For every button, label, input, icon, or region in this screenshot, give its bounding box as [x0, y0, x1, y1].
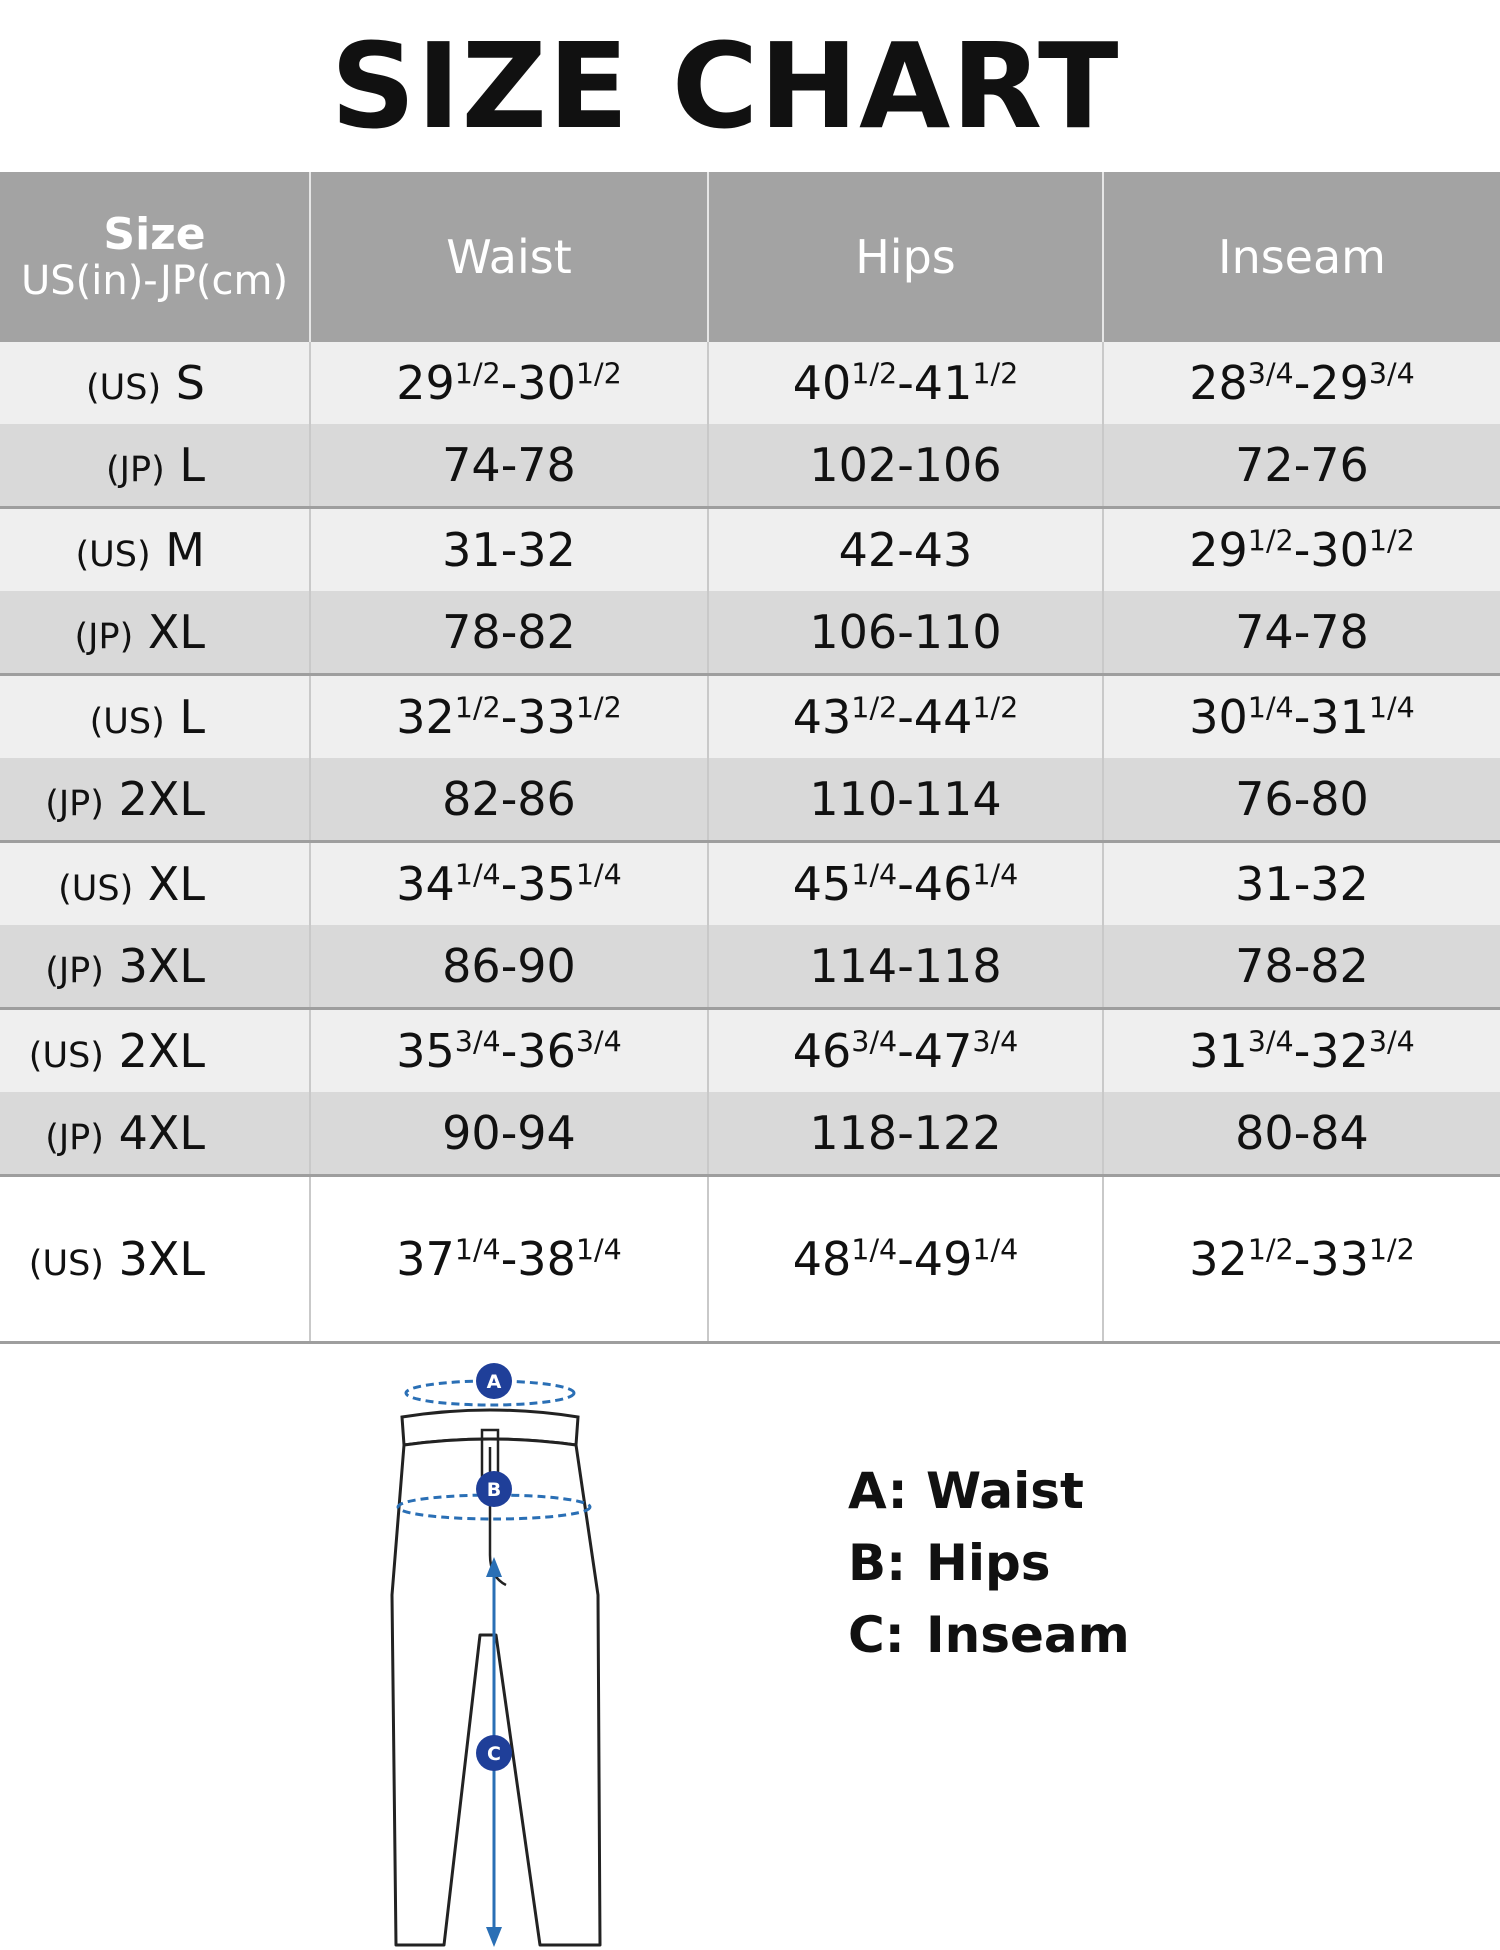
inseam-cell — [1103, 591, 1500, 675]
hips-value: 42-43 — [838, 523, 973, 577]
waist-value: 74-78 — [442, 438, 576, 492]
region-code: (US) — [28, 1036, 104, 1076]
inseam-cell — [1103, 758, 1500, 842]
hips-column-header: Hips — [708, 172, 1103, 342]
waist-cell — [310, 1176, 708, 1343]
legend-key: C: — [848, 1606, 905, 1664]
svg-text:C: C — [487, 1743, 501, 1765]
size-table — [0, 172, 1500, 1344]
size-value: S — [175, 356, 205, 410]
hips-cell — [708, 842, 1103, 926]
legend-label: Inseam — [926, 1606, 1130, 1664]
hips-value: $43^{1/2}-44^{1/2}$ — [792, 690, 1019, 744]
size-label-cell — [0, 675, 310, 759]
region-code: (JP) — [105, 450, 165, 490]
inseam-value: $31^{3/4}-32^{3/4}$ — [1189, 1024, 1415, 1078]
legend-item-waist — [848, 1455, 1130, 1527]
inseam-value: $32^{1/2}-33^{1/2}$ — [1189, 1232, 1415, 1286]
region-code: (US) — [89, 702, 165, 742]
size-value: XL — [147, 605, 205, 659]
hips-value: 102-106 — [809, 438, 1002, 492]
waist-value: 31-32 — [442, 523, 576, 577]
inseam-value: 72-76 — [1235, 438, 1369, 492]
hips-cell — [708, 1176, 1103, 1343]
region-code: (JP) — [45, 1118, 104, 1158]
waist-cell — [310, 925, 708, 1009]
hips-value: 106-110 — [809, 605, 1002, 659]
waist-cell — [310, 758, 708, 842]
hips-value: 110-114 — [809, 772, 1002, 826]
pants-measurement-diagram — [370, 1345, 610, 1950]
measurement-legend — [848, 1455, 1130, 1671]
hips-cell — [708, 508, 1103, 592]
size-value: 2XL — [118, 772, 205, 826]
size-label-cell — [0, 424, 310, 508]
inseam-value: $29^{1/2}-30^{1/2}$ — [1189, 523, 1415, 577]
inseam-value: $30^{1/4}-31^{1/4}$ — [1189, 690, 1415, 744]
hips-value: $46^{3/4}-47^{3/4}$ — [792, 1024, 1019, 1078]
hips-cell — [708, 925, 1103, 1009]
table-row-us — [0, 1009, 1500, 1093]
inseam-cell — [1103, 1092, 1500, 1176]
size-label-cell — [0, 508, 310, 592]
legend-key: A: — [848, 1462, 908, 1520]
svg-text:A: A — [486, 1371, 502, 1393]
region-code: (US) — [28, 1244, 104, 1284]
size-label-cell — [0, 842, 310, 926]
marker-c — [476, 1735, 512, 1771]
size-value: 3XL — [118, 1232, 205, 1286]
size-value: 3XL — [118, 939, 205, 993]
size-value: L — [179, 690, 205, 744]
table-row-jp — [0, 758, 1500, 842]
marker-b — [476, 1471, 512, 1507]
hips-value: $40^{1/2}-41^{1/2}$ — [792, 356, 1019, 410]
region-code: (JP) — [74, 617, 134, 657]
size-value: L — [179, 438, 205, 492]
inseam-cell — [1103, 424, 1500, 508]
inseam-column-header: Inseam — [1103, 172, 1500, 342]
size-label-cell — [0, 1009, 310, 1093]
inseam-value: 80-84 — [1235, 1106, 1369, 1160]
size-header-label: Size — [103, 208, 206, 260]
legend-item-hips — [848, 1527, 1130, 1599]
waist-value: $35^{3/4}-36^{3/4}$ — [396, 1024, 622, 1078]
waist-value: 86-90 — [442, 939, 576, 993]
waist-cell — [310, 591, 708, 675]
waist-value: 78-82 — [442, 605, 576, 659]
size-label-cell — [0, 342, 310, 424]
waist-value: $32^{1/2}-33^{1/2}$ — [396, 690, 622, 744]
size-label-cell — [0, 591, 310, 675]
size-table-body — [0, 342, 1500, 1343]
waist-cell — [310, 842, 708, 926]
waist-value: $37^{1/4}-38^{1/4}$ — [396, 1232, 622, 1286]
table-row-us — [0, 675, 1500, 759]
table-row-us — [0, 1176, 1500, 1343]
size-value: 2XL — [118, 1024, 205, 1078]
waist-value: $29^{1/2}-30^{1/2}$ — [396, 356, 622, 410]
inseam-value: 76-80 — [1235, 772, 1369, 826]
inseam-cell — [1103, 508, 1500, 592]
table-row-jp — [0, 1092, 1500, 1176]
hips-value: 114-118 — [809, 939, 1002, 993]
hips-cell — [708, 1009, 1103, 1093]
hips-cell — [708, 675, 1103, 759]
waist-cell — [310, 342, 708, 424]
inseam-cell — [1103, 1009, 1500, 1093]
waist-cell — [310, 1092, 708, 1176]
inseam-cell — [1103, 842, 1500, 926]
hips-cell — [708, 1092, 1103, 1176]
table-row-jp — [0, 925, 1500, 1009]
region-code: (US) — [75, 535, 151, 575]
hips-cell — [708, 342, 1103, 424]
hips-cell — [708, 591, 1103, 675]
legend-label: Hips — [926, 1534, 1051, 1592]
waist-value: 82-86 — [442, 772, 576, 826]
size-header-units: US(in)-JP(cm) — [20, 258, 289, 305]
inseam-value: 78-82 — [1235, 939, 1369, 993]
waist-cell — [310, 1009, 708, 1093]
marker-a — [476, 1363, 512, 1399]
table-header-row — [0, 172, 1500, 342]
table-row-jp — [0, 591, 1500, 675]
size-column-header — [0, 172, 310, 342]
size-label-cell — [0, 1176, 310, 1343]
inseam-cell — [1103, 925, 1500, 1009]
region-code: (US) — [58, 869, 134, 909]
table-row-us — [0, 342, 1500, 424]
waist-column-header: Waist — [310, 172, 708, 342]
inseam-cell — [1103, 675, 1500, 759]
size-value: M — [165, 523, 205, 577]
inseam-cell — [1103, 342, 1500, 424]
region-code: (JP) — [45, 951, 104, 991]
size-label-cell — [0, 925, 310, 1009]
page-title: SIZE CHART — [330, 17, 1120, 155]
hips-cell — [708, 424, 1103, 508]
waist-value: $34^{1/4}-35^{1/4}$ — [396, 857, 622, 911]
hips-value: 118-122 — [809, 1106, 1002, 1160]
region-code: (JP) — [45, 784, 104, 824]
size-label-cell — [0, 758, 310, 842]
hips-value: $45^{1/4}-46^{1/4}$ — [792, 857, 1019, 911]
size-label-cell — [0, 1092, 310, 1176]
table-row-jp — [0, 424, 1500, 508]
hips-value: $48^{1/4}-49^{1/4}$ — [792, 1232, 1019, 1286]
size-value: 4XL — [118, 1106, 205, 1160]
table-row-us — [0, 842, 1500, 926]
svg-text:B: B — [486, 1479, 502, 1501]
waist-cell — [310, 675, 708, 759]
legend-label: Waist — [926, 1462, 1084, 1520]
inseam-value: 31-32 — [1235, 857, 1369, 911]
inseam-value: $28^{3/4}-29^{3/4}$ — [1189, 356, 1415, 410]
inseam-value: 74-78 — [1235, 605, 1369, 659]
hips-cell — [708, 758, 1103, 842]
region-code: (US) — [86, 368, 162, 408]
waist-cell — [310, 424, 708, 508]
legend-item-inseam — [848, 1599, 1130, 1671]
legend-key: B: — [848, 1534, 907, 1592]
waist-value: 90-94 — [442, 1106, 576, 1160]
size-value: XL — [147, 857, 205, 911]
table-row-us — [0, 508, 1500, 592]
inseam-cell — [1103, 1176, 1500, 1343]
waist-cell — [310, 508, 708, 592]
